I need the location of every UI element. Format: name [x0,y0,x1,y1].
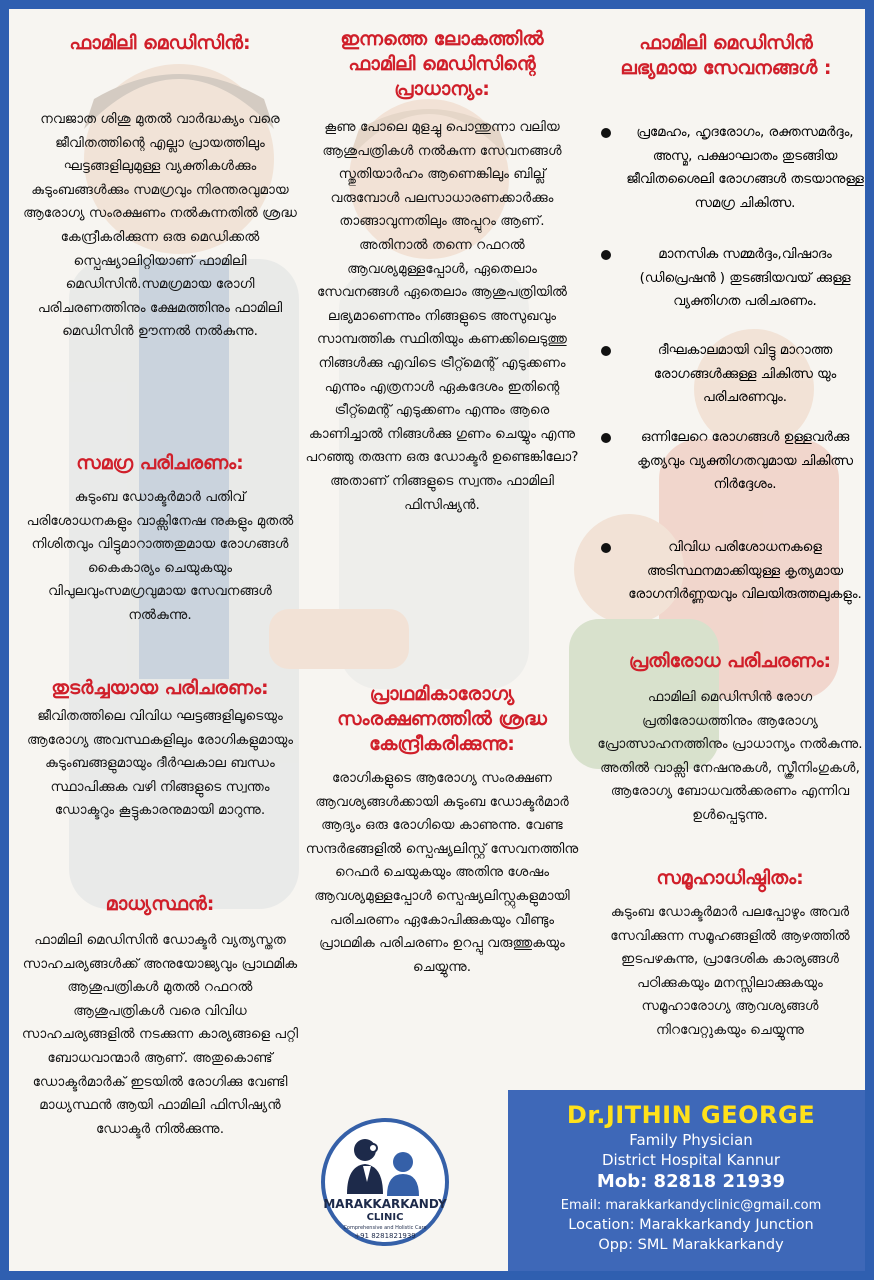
section-body: രോഗികളുടെ ആരോഗ്യ സംരക്ഷണ ആവശ്യങ്ങൾക്കായി കുടുംബ ഡോക്ടർമാർ ആദ്യം ഒരു രോഗിയെ കാണുന്നു. വേണ്ട സന്ദർഭങ്ങളിൽ സ്പെഷ്യലിസ്റ്റ് സേവനത്തിനു റെഫർ ചെയുകയും അതിനു ശേഷം ആവശ്യമുള്ളപ്പോൾ സ്പെഷ്യലിസ്റ്റുകളുമായി പരിചരണം ഏകോപിക്കുകയും വീണ്ടും പ്രാഥമിക പരിചരണം ഉറപ്പു വരുത്തുകയും ചെയ്യുന്നു. [305,770,579,975]
doctor-hospital: District Hospital Kannur [601,1151,781,1169]
section-body: ഫാമിലി മെഡിസിൻ ഡോക്ടർ വ്യത്യസ്തത സാഹചര്യങ്ങൾക്ക് അനുയോജ്യവും പ്രാഥമിക ആശുപത്രികൾ മുതൽ റഫറൽ ആശുപത്രികൾ വരെ വിവിധ സാഹചര്യങ്ങളിൽ നടക്കുന്ന കാര്യങ്ങളെ പറ്റി ബോധവാന്മാർ ആണ്. അതുകൊണ്ട് ഡോക്ടർമാർക് ഇടയിൽ രോഗിക്കു വേണ്ടി മാധ്യസ്ഥൻ ആയി ഫാമിലി ഫിസിഷ്യൻ ഡോക്ടർ നിൽക്കുന്നു. [21,932,299,1137]
doctor-title: Family Physician [629,1131,753,1149]
bullet-icon [601,433,611,443]
middle-column [297,682,587,979]
services-list [599,121,865,607]
section-body: ജീവിതത്തിലെ വിവിധ ഘട്ടങ്ങളിലൂടെയും ആരോഗ്യ അവസ്ഥകളിലും രോഗികളുമായും കുടുംബങ്ങളുമായും ദീർഘകാല ബന്ധം സ്ഥാപിക്കുക വഴി നിങ്ങളുടെ സ്വന്തം ഡോക്ടറും കൂട്ടുകാരനുമായി മാറുന്നു. [26,708,294,819]
logo-name: MARAKKARKANDY [323,1197,447,1211]
left-column [15,31,305,344]
logo-tagline: Comprehensive and Holistic Care [343,1225,427,1231]
location-text: Location: Marakkarkandy Junction [568,1217,814,1233]
mobile-number[interactable]: Mob: 82818 21939 [596,1171,786,1192]
bullet-icon [601,128,611,138]
left-column [15,451,305,628]
bullet-icon [601,250,611,260]
section-body: കുടുംബ ഡോക്ടർമാർ പതിവ് പരിശോധനകളും വാക്സിനേഷ നുകളും മുതൽ നിശിതവും വിട്ടുമാറാത്തതുമായ രോഗങ്ങൾ കൈകാര്യം ചെയുകയും വിപുലവുംസമഗ്രവുമായ സേവനങ്ങൾ നൽകുന്നു. [26,489,294,623]
list-item: വിവിധ പരിശോധനകളെ അടിസ്ഥനമാക്കിയുള്ള കൃത്യമായ രോഗനിർണ്ണയവും വിലയിരുത്തലുകളും. [599,536,865,607]
left-column [15,676,305,823]
list-item: പ്രമേഹം, ഹൃദരോഗം, രക്തസമർദ്ദം, അസ്മ, പക്ഷാഘാതം തുടങ്ങിയ ജീവിതശൈലി രോഗങ്ങൾ തടയാനുള്ള സമഗ്ര ചികിത്സ. [599,121,865,243]
poster-inner [9,9,865,1271]
right-column [595,866,865,1043]
bullet-icon [601,543,611,553]
list-item: ഒന്നിലേറെ രോഗങ്ങൾ ഉള്ളവർക്കു കൃത്യവും വ്യക്തിഗതവുമായ ചികിത്സ നിർദ്ദേശം. [599,426,865,536]
section-heading: സമഗ്ര പരിചരണം: [76,452,244,474]
list-item: മാനസിക സമ്മർദ്ദം,വിഷാദം (ഡിപ്രെഷൻ ) തുടങ്ങിയവയ് ക്കുള്ള വ്യക്തിഗത പരിചരണം. [599,243,865,339]
section-heading: പ്രതിരോധ പരിചരണം: [628,650,832,672]
section-body: കൂണു പോലെ മുളച്ചു പൊന്തുന്നാ വലിയ ആശുപത്രികൾ നൽകുന്ന സേവനങ്ങൾ സ്തുതിയാർഹം ആണെങ്കിലും ബില്ല് വരുമ്പോൾ പലസാധാരണക്കാർക്കും താങ്ങാവുന്നതിലും അപ്പുറം ആണ്. അതിനാൽ തന്നെ റഫറൽ ആവശ്യമുള്ളപ്പോൾ, ഏതെലാം സേവനങ്ങൾ ഏതെലാം ആശുപത്രിയിൽ ലഭ്യമാണെന്നും നിങ്ങളുടെ അസുഖവും സാമ്പത്തിക സ്ഥിതിയും കണക്കിലെടുത്തു നിങ്ങൾക്കു എവിടെ ട്രീറ്റ്മെന്റ് എടുക്കണം എന്നും എത്രനാൾ ഏകദേശം ഇതിന്റെ ട്രീറ്റ്മെന്റ് എടുക്കണം എന്നും ആരെ കാണിച്ചാൽ നിങ്ങൾക്കു ഗുണം ചെയ്യും എന്നു പറഞ്ഞു തരുന്ന ഒരു ഡോക്ടർ ഉണ്ടെങ്കിലോ? അതാണ് നിങ്ങളുടെ സ്വന്തം ഫാമിലി ഫിസിഷ്യൻ. [305,119,579,513]
email-link[interactable]: Email: marakkarkandyclinic@gmail.com [560,1198,822,1213]
right-column [587,31,865,81]
section-heading: ഫാമിലി മെഡിസിൻ: [69,32,251,54]
section-heading: ഇന്നത്തെ ലോകത്തിൽ ഫാമിലി മെഡിസിന്റെ പ്രാധാന്യം: [340,28,544,100]
list-item: ദീഘകാലമായി വിട്ടു മാറാത്ത രോഗങ്ങൾക്കുള്ള ചികിത്സ യും പരിചരണവും. [599,339,865,426]
section-heading: പ്രാഥമികാരോഗ്യ സംരക്ഷണത്തിൽ ശ്രദ്ധ കേന്ദ്രീകരിക്കുന്നു: [337,683,547,755]
logo-sub: CLINIC [366,1212,404,1223]
section-heading: തുടർച്ചയായ പരിചരണം: [51,677,269,699]
section-body: ഫാമിലി മെഡിസിൻ രോഗ പ്രതിരോധത്തിനും ആരോഗ്യ പ്രോത്സാഹനത്തിനും പ്രാധാന്യം നൽകുന്നു. അതിൽ വാക്സി നേഷനുകൾ, സ്ക്രീനിംഗുകൾ, ആരോഗ്യ ബോധവൽക്കരണം എന്നിവ ഉൾപ്പെടുന്നു. [597,689,863,823]
logo-phone: +91 8281821939 [354,1232,416,1240]
bullet-icon [601,346,611,356]
section-body: നവജാത ശിശു മുതൽ വാർദ്ധക്യം വരെ ജീവിതത്തിന്റെ എല്ലാ പ്രായത്തിലും ഘട്ടങ്ങളിലുമുള്ള വ്യക്തികൾക്കും കുടുംബങ്ങൾക്കും സമഗ്രവും നിരന്തരവുമായ ആരോഗ്യ സംരക്ഷണം നൽകുന്നതിൽ ശ്രദ്ധ കേന്ദ്രീകരിക്കുന്ന ഒരു മെഡിക്കൽ സ്പെഷ്യാലിറ്റിയാണ് ഫാമിലി മെഡിസിൻ.സമഗ്രമായ രോഗി പരിചരണത്തിനും ക്ഷേമത്തിനും ഫാമിലി മെഡിസിൻ ഊന്നൽ നൽകുന്നു. [23,111,297,340]
section-body: കുടുംബ ഡോക്ടർമാർ പലപ്പോഴും അവർ സേവിക്കുന്ന സമൂഹങ്ങളിൽ ആഴത്തിൽ ഇടപഴകുന്നു, പ്രാദേശിക കാര്യങ്ങൾ പഠിക്കുകയും മനസ്സിലാക്കുകയും സമൂഹാരോഗ്യ ആവശ്യങ്ങൾ നിറവേറ്റുകയും ചെയ്യുന്നു [610,904,850,1038]
section-heading: മാധ്യസ്ഥൻ: [105,893,215,915]
left-column [15,892,305,1141]
opposite-text: Opp: SML Marakkarkandy [598,1237,784,1253]
contact-card [508,1090,865,1271]
middle-column [297,27,587,517]
doctor-name: Dr.JITHIN GEORGE [566,1101,816,1129]
clinic-logo [319,1112,451,1260]
section-heading: ഫാമിലി മെഡിസിൻ ലഭ്യമായ സേവനങ്ങൾ : [620,32,832,79]
right-column [595,649,865,828]
section-heading: സമൂഹാധിഷ്ഠിതം: [656,867,804,889]
